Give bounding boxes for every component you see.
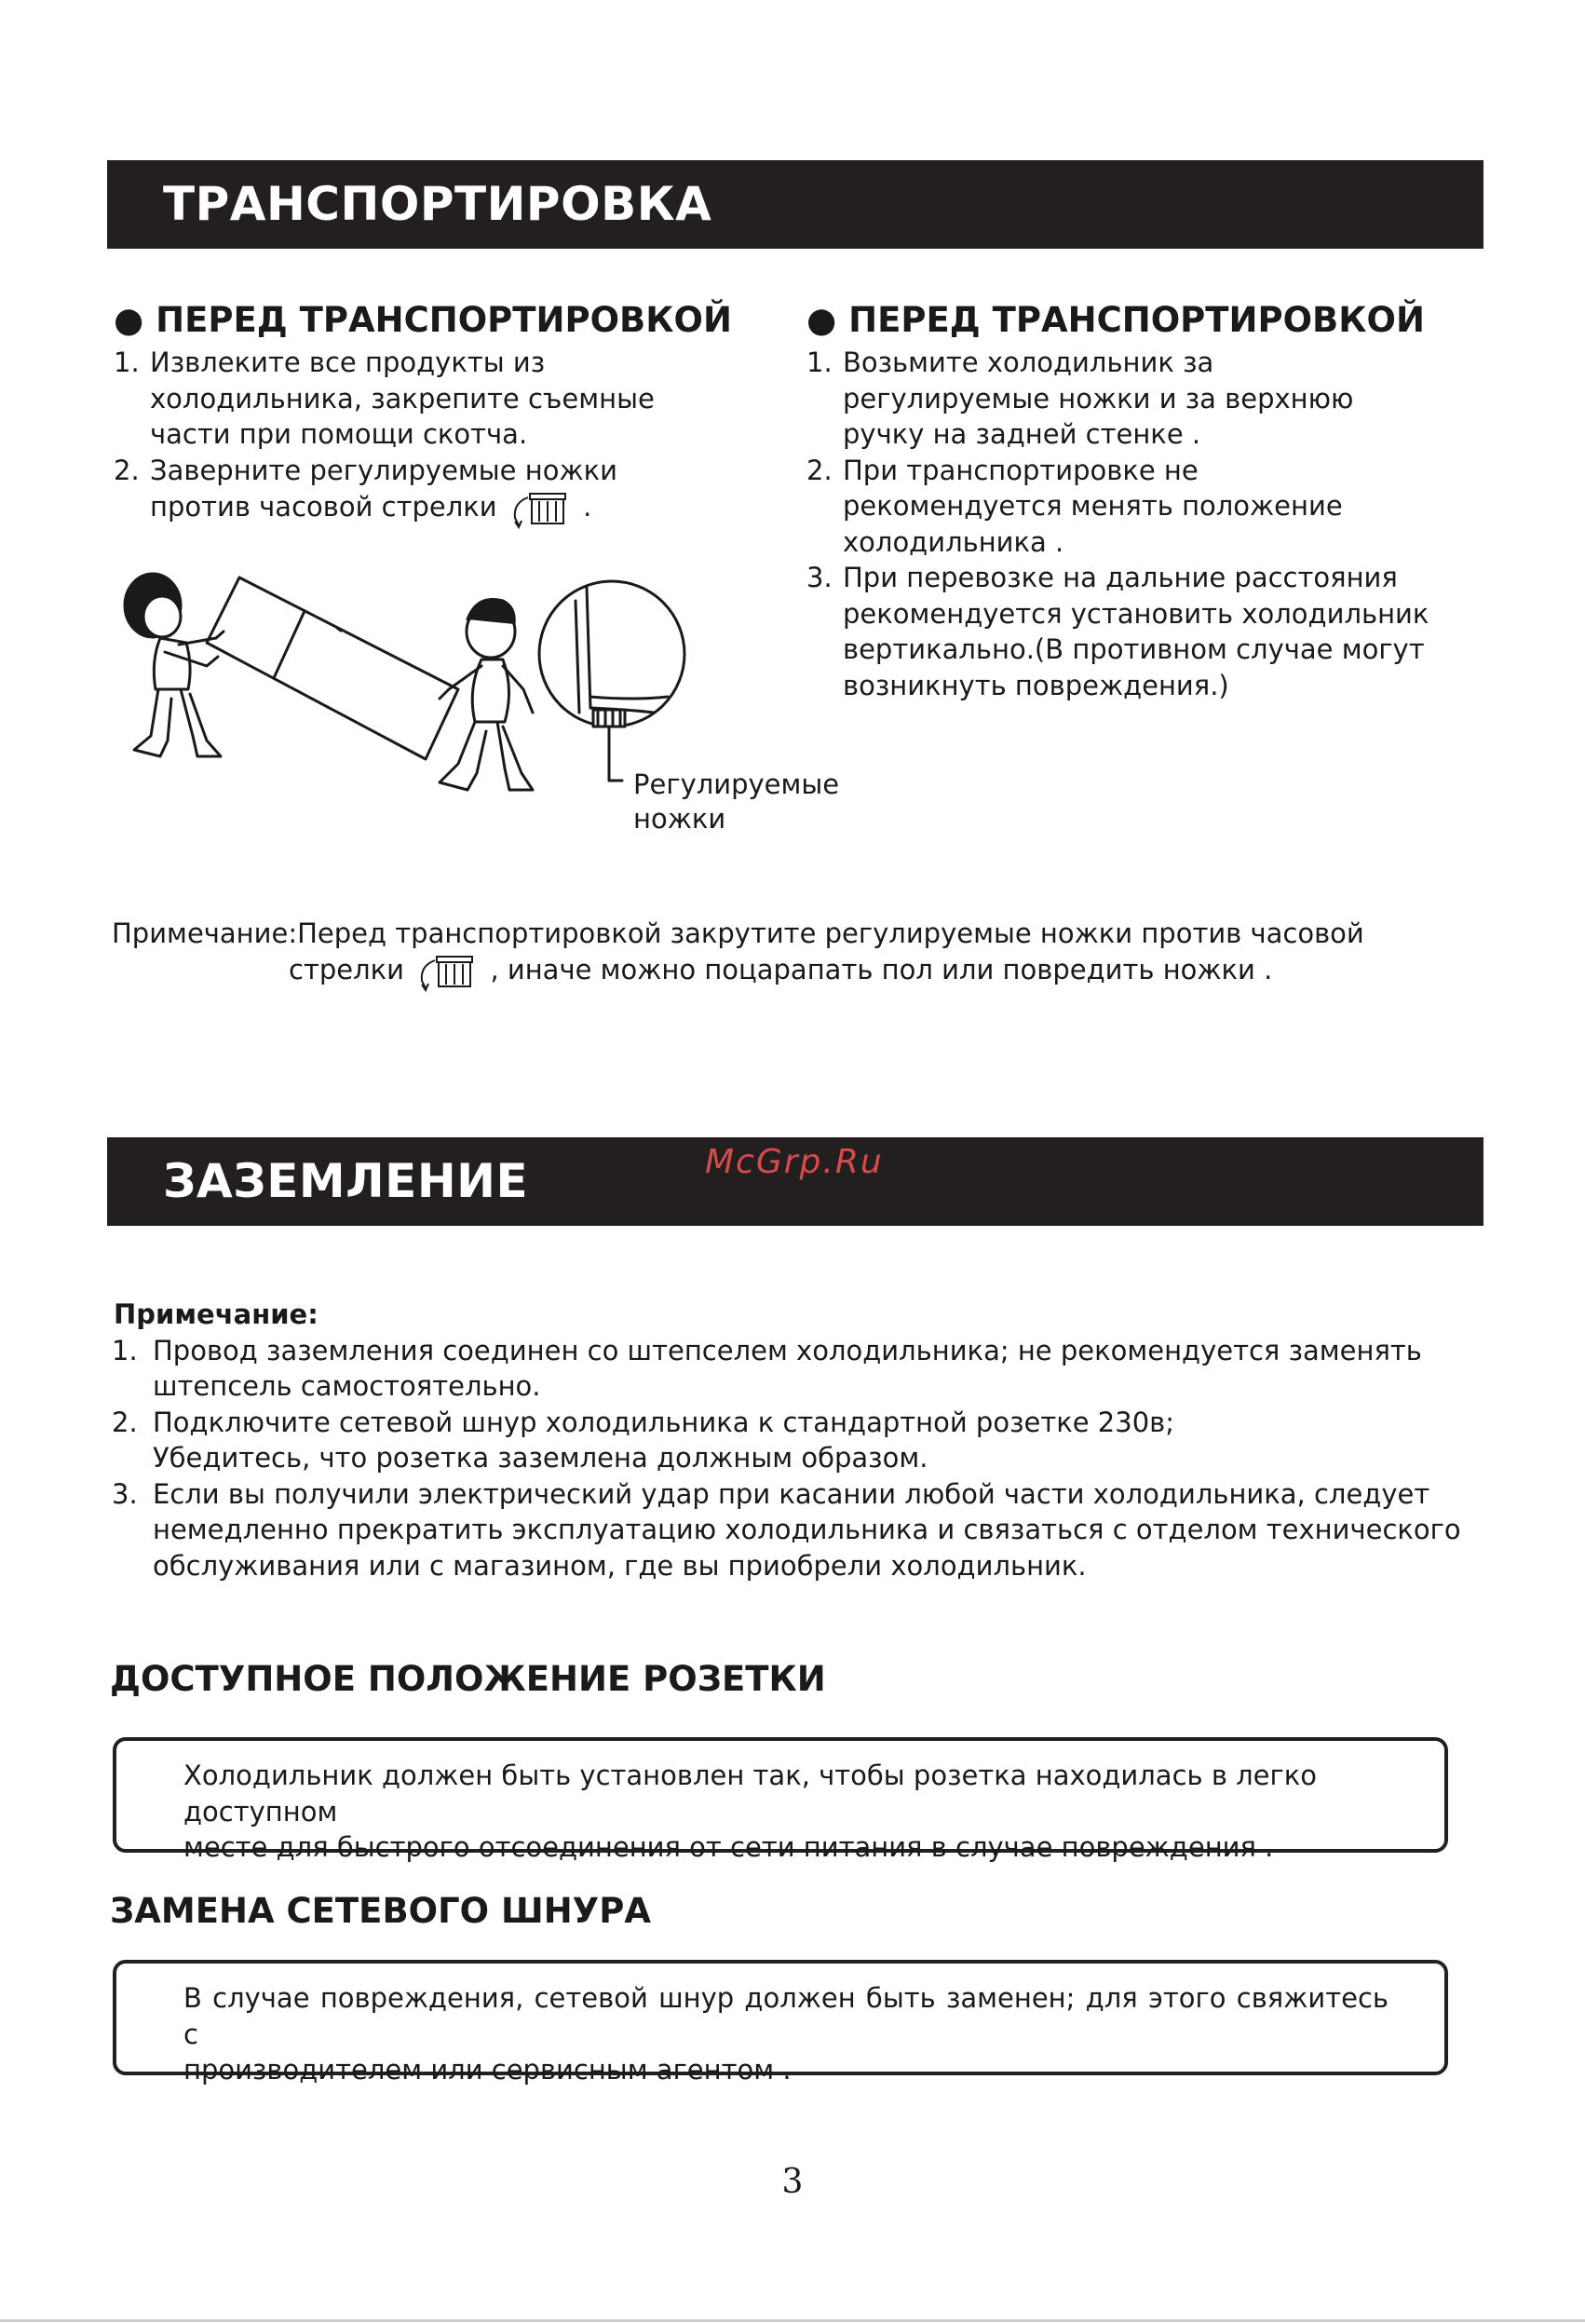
legs-callout: Регулируемые ножки: [633, 768, 840, 835]
grounding-notes: [112, 1297, 1481, 1583]
section-title: ЗАЗЕМЛЕНИЕ: [163, 1154, 529, 1208]
list-item: 2. Подключите сетевой шнур холодильника к стандартной розетке 230в; Убедитесь, что розетка заземлена должным образом.: [112, 1406, 1175, 1474]
rotate-foot-icon: [506, 488, 575, 529]
section-title: ТРАНСПОРТИРОВКА: [163, 177, 712, 231]
list-item: 1. Извлеките все продукты из холодильника, закрепите съемные части при помощи скотча.: [114, 347, 655, 450]
divider: [0, 2319, 1585, 2322]
socket-heading: ДОСТУПНОЕ ПОЛОЖЕНИЕ РОЗЕТКИ: [110, 1659, 826, 1699]
cord-box: В случае повреждения, сетевой шнур должен быть заменен; для этого свяжитесь с производителем или сервисным агентом .: [113, 1960, 1448, 2075]
note-heading: Примечание:: [114, 1298, 318, 1330]
section-header-transport: [107, 160, 1483, 249]
subheading: ● ПЕРЕД ТРАНСПОРТИРОВКОЙ: [114, 300, 732, 340]
list-item: 2. Заверните регулируемые ножки против часовой стрелки .: [114, 453, 765, 530]
list-item: 3. При перевозке на дальние расстояния рекомендуется установить холодильник вертикально.(В противном случае могут возникнуть повреждения.): [806, 562, 1429, 701]
socket-box: Холодильник должен быть установлен так, чтобы розетка находилась в легко доступном месте для быстрого отсоединения от сети питания в случае повреждения .: [113, 1737, 1448, 1853]
before-transport-right: [806, 300, 1458, 703]
rotate-foot-icon: [413, 951, 481, 992]
list-item: 1. Провод заземления соединен со штепселем холодильника; не рекомендуется заменять штепсель самостоятельно.: [112, 1334, 1422, 1402]
list-item: 2. При транспортировке не рекомендуется менять положение холодильника .: [806, 454, 1343, 558]
transport-note: Примечание:Перед транспортировкой закрутите регулируемые ножки против часовой стрелки , иначе можно поцарапать пол или повредить ножки .: [112, 916, 1471, 992]
page-number: 3: [781, 2163, 804, 2201]
watermark: McGrp.Ru: [705, 1143, 884, 1181]
list-item: 1. Возьмите холодильник за регулируемые ножки и за верхнюю ручку на задней стенке .: [806, 347, 1354, 450]
before-transport-left: [114, 300, 765, 529]
cord-heading: ЗАМЕНА СЕТЕВОГО ШНУРА: [110, 1891, 651, 1931]
subheading: ● ПЕРЕД ТРАНСПОРТИРОВКОЙ: [806, 300, 1425, 340]
list-item: 3. Если вы получили электрический удар при касании любой части холодильника, следует немедленно прекратить эксплуатацию холодильника и связаться с отделом технического обслуживания или с магазином, где вы приобрели холодильник.: [112, 1477, 1461, 1582]
